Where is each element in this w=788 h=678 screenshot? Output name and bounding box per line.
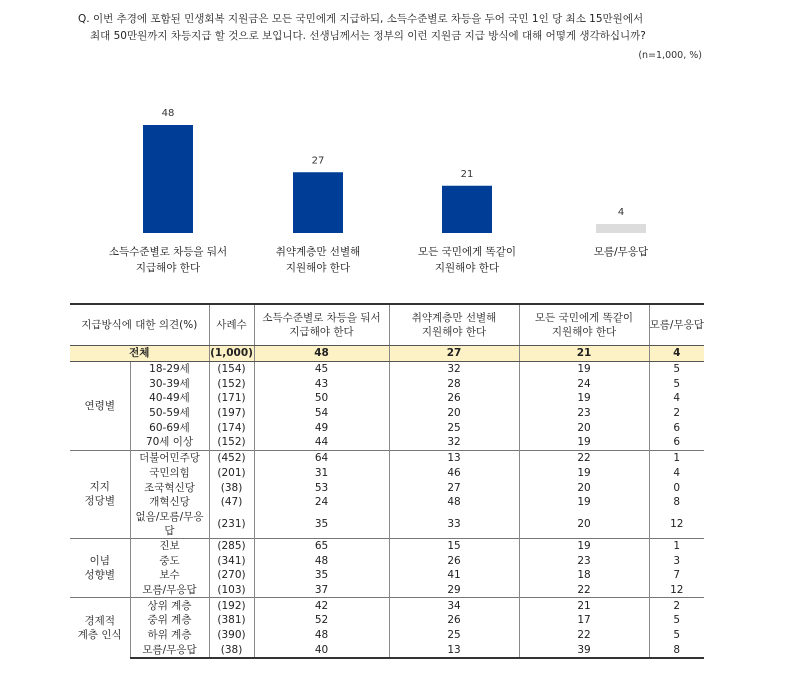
- total-value-3: 21: [519, 346, 649, 362]
- row-value-2: 26: [389, 553, 519, 568]
- header-col-1-line-1: 소득수준별로 차등을 둬서: [262, 312, 381, 324]
- group-label: [70, 538, 130, 598]
- row-value-4: 2: [649, 598, 704, 613]
- group-label: [70, 361, 130, 450]
- row-label: 모름/무응답: [130, 583, 209, 598]
- row-value-2: 48: [389, 495, 519, 510]
- total-value-4: 4: [649, 346, 704, 362]
- table-row: [70, 435, 704, 450]
- table-row: [70, 642, 704, 658]
- group-label-line: 지지: [89, 481, 110, 494]
- category-label: 소득수준별로 차등을 둬서: [108, 246, 228, 258]
- row-label: 중위 계층: [130, 613, 209, 628]
- bar: [442, 186, 492, 233]
- row-value-3: 19: [519, 466, 649, 481]
- row-value-2: 41: [389, 568, 519, 583]
- row-label: 중도: [130, 553, 209, 568]
- table-row: [70, 391, 704, 406]
- row-value-3: 19: [519, 435, 649, 450]
- row-sample-size: (270): [209, 568, 254, 583]
- row-value-3: 22: [519, 450, 649, 465]
- row-value-4: 5: [649, 628, 704, 643]
- row-value-2: 29: [389, 583, 519, 598]
- bar-value-label: 48: [161, 108, 175, 119]
- row-value-2: 13: [389, 642, 519, 658]
- row-value-2: 32: [389, 435, 519, 450]
- bar: [293, 172, 343, 233]
- row-value-1: 24: [254, 495, 389, 510]
- row-value-1: 42: [254, 598, 389, 613]
- row-sample-size: (171): [209, 391, 254, 406]
- group-label-line: 계층 인식: [77, 629, 122, 642]
- row-value-2: 46: [389, 466, 519, 481]
- table-row: [70, 361, 704, 376]
- row-value-2: 32: [389, 361, 519, 376]
- response-bar-chart: [0, 0, 788, 290]
- table-row: [70, 466, 704, 481]
- row-value-4: 4: [649, 391, 704, 406]
- row-label: 조국혁신당: [130, 480, 209, 495]
- row-value-1: 37: [254, 583, 389, 598]
- row-value-2: 15: [389, 538, 519, 553]
- row-value-1: 54: [254, 406, 389, 421]
- header-col-2-line-1: 취약계층만 선별해: [411, 312, 497, 324]
- header-col-4: 모름/무응답: [649, 304, 704, 346]
- row-value-2: 26: [389, 613, 519, 628]
- row-sample-size: (154): [209, 361, 254, 376]
- row-sample-size: (152): [209, 435, 254, 450]
- row-value-3: 20: [519, 420, 649, 435]
- row-value-4: 5: [649, 376, 704, 391]
- table-row-total: [70, 346, 704, 362]
- row-sample-size: (103): [209, 583, 254, 598]
- bar-value-label: 21: [460, 168, 474, 180]
- row-value-2: 20: [389, 406, 519, 421]
- table-row: [70, 450, 704, 465]
- row-value-1: 40: [254, 642, 389, 658]
- header-col-1-line-2: 지급해야 한다: [289, 326, 354, 338]
- group-label-line: 정당별: [84, 495, 115, 508]
- row-sample-size: (192): [209, 598, 254, 613]
- row-value-1: 44: [254, 435, 389, 450]
- row-sample-size: (38): [209, 480, 254, 495]
- row-sample-size: (201): [209, 466, 254, 481]
- row-label: 국민의힘: [130, 466, 209, 481]
- row-value-2: 26: [389, 391, 519, 406]
- row-value-1: 53: [254, 480, 389, 495]
- total-value-2: 27: [389, 346, 519, 362]
- bar-value-label: 4: [617, 207, 625, 218]
- row-sample-size: (174): [209, 420, 254, 435]
- group-label-line: 연령별: [84, 399, 115, 412]
- row-value-2: 28: [389, 376, 519, 391]
- row-value-3: 22: [519, 583, 649, 598]
- row-value-3: 39: [519, 642, 649, 658]
- header-sample-size: 사례수: [209, 304, 254, 346]
- table-row: [70, 406, 704, 421]
- row-value-2: 13: [389, 450, 519, 465]
- sample-size-unit: (n=1,000, %): [638, 50, 702, 61]
- row-value-1: 48: [254, 628, 389, 643]
- table-row: [70, 376, 704, 391]
- row-label: 18-29세: [130, 361, 209, 376]
- row-sample-size: (452): [209, 450, 254, 465]
- row-label: 하위 계층: [130, 628, 209, 643]
- question-line-2: 최대 50만원까지 차등지급 할 것으로 보입니다. 선생님께서는 정부의 이런 지원금 지급 방식에 대해 어떻게 생각하십니까?: [90, 30, 646, 42]
- row-value-1: 35: [254, 510, 389, 539]
- table-row: [70, 538, 704, 553]
- table-row: [70, 568, 704, 583]
- row-value-4: 6: [649, 420, 704, 435]
- row-label: 개혁신당: [130, 495, 209, 510]
- category-label: 지급해야 한다: [135, 262, 201, 274]
- row-value-1: 35: [254, 568, 389, 583]
- table-row: [70, 613, 704, 628]
- row-value-3: 19: [519, 538, 649, 553]
- group-label-line: 경제적: [84, 615, 115, 628]
- category-label: 모름/무응답: [593, 246, 649, 258]
- table-row: [70, 583, 704, 598]
- row-value-4: 8: [649, 495, 704, 510]
- row-value-3: 19: [519, 391, 649, 406]
- row-label: 40-49세: [130, 391, 209, 406]
- header-col-3-line-2: 지원해야 한다: [551, 326, 617, 338]
- row-sample-size: (38): [209, 642, 254, 658]
- row-label: 60-69세: [130, 420, 209, 435]
- row-label: 진보: [130, 538, 209, 553]
- row-value-2: 25: [389, 628, 519, 643]
- row-value-3: 22: [519, 628, 649, 643]
- row-value-4: 12: [649, 583, 704, 598]
- row-value-1: 49: [254, 420, 389, 435]
- header-col-2: [389, 304, 519, 346]
- header-col-2-line-2: 지원해야 한다: [421, 326, 487, 338]
- row-value-3: 24: [519, 376, 649, 391]
- header-opinion: 지급방식에 대한 의견(%): [70, 304, 209, 346]
- bar-value-label: 27: [311, 155, 325, 167]
- row-sample-size: (381): [209, 613, 254, 628]
- header-col-1: [254, 304, 389, 346]
- row-value-1: 48: [254, 553, 389, 568]
- group-label-line: 이념: [89, 554, 110, 567]
- bar: [596, 224, 646, 233]
- header-col-3: [519, 304, 649, 346]
- row-value-3: 23: [519, 406, 649, 421]
- row-value-3: 17: [519, 613, 649, 628]
- row-label: 모름/무응답: [130, 642, 209, 658]
- group-label-line: 성향별: [84, 568, 115, 581]
- table-row: [70, 420, 704, 435]
- table-row: [70, 510, 704, 539]
- row-label: 보수: [130, 568, 209, 583]
- table-row: [70, 480, 704, 495]
- row-value-4: 8: [649, 642, 704, 658]
- row-sample-size: (197): [209, 406, 254, 421]
- row-sample-size: (47): [209, 495, 254, 510]
- row-value-3: 18: [519, 568, 649, 583]
- row-value-1: 65: [254, 538, 389, 553]
- row-value-2: 27: [389, 480, 519, 495]
- row-value-4: 5: [649, 361, 704, 376]
- row-value-2: 33: [389, 510, 519, 539]
- row-value-4: 4: [649, 466, 704, 481]
- crosstab-table: [70, 303, 704, 659]
- total-value-1: 48: [254, 346, 389, 362]
- row-value-3: 23: [519, 553, 649, 568]
- row-value-1: 64: [254, 450, 389, 465]
- table-row: [70, 598, 704, 613]
- row-sample-size: (152): [209, 376, 254, 391]
- question-line-1: Q. 이번 추경에 포함된 민생회복 지원금은 모든 국민에게 지급하되, 소득수준별로 차등을 두어 국민 1인 당 최소 15만원에서: [78, 13, 644, 25]
- total-sample-size: (1,000): [210, 347, 253, 360]
- category-label: 모든 국민에게 똑같이: [418, 246, 516, 258]
- row-value-4: 1: [649, 538, 704, 553]
- row-label: 더불어민주당: [130, 450, 209, 465]
- row-value-3: 20: [519, 480, 649, 495]
- row-label: 70세 이상: [130, 435, 209, 450]
- total-label: 전체: [70, 346, 209, 362]
- row-value-1: 52: [254, 613, 389, 628]
- row-label: 50-59세: [130, 406, 209, 421]
- row-value-4: 2: [649, 406, 704, 421]
- group-label: [70, 598, 130, 658]
- row-sample-size: (231): [209, 510, 254, 539]
- row-value-1: 43: [254, 376, 389, 391]
- bar: [143, 125, 193, 233]
- row-value-1: 45: [254, 361, 389, 376]
- row-value-3: 21: [519, 598, 649, 613]
- table-row: [70, 495, 704, 510]
- row-value-4: 3: [649, 553, 704, 568]
- row-value-3: 19: [519, 361, 649, 376]
- row-label: 없음/모름/무응답: [130, 510, 209, 539]
- row-value-4: 1: [649, 450, 704, 465]
- category-label: 지원해야 한다: [434, 262, 500, 274]
- row-value-4: 7: [649, 568, 704, 583]
- row-value-4: 12: [649, 510, 704, 539]
- row-value-3: 20: [519, 510, 649, 539]
- table-row: [70, 553, 704, 568]
- table-header-row: [70, 304, 704, 346]
- group-label: [70, 450, 130, 538]
- row-value-3: 19: [519, 495, 649, 510]
- row-sample-size: (285): [209, 538, 254, 553]
- row-value-2: 25: [389, 420, 519, 435]
- row-value-1: 50: [254, 391, 389, 406]
- row-value-2: 34: [389, 598, 519, 613]
- row-value-4: 5: [649, 613, 704, 628]
- row-label: 30-39세: [130, 376, 209, 391]
- row-value-4: 6: [649, 435, 704, 450]
- row-sample-size: (341): [209, 553, 254, 568]
- row-value-1: 31: [254, 466, 389, 481]
- category-label: 지원해야 한다: [285, 262, 351, 274]
- row-label: 상위 계층: [130, 598, 209, 613]
- table-row: [70, 628, 704, 643]
- category-label: 취약계층만 선별해: [275, 246, 361, 258]
- row-sample-size: (390): [209, 628, 254, 643]
- row-value-4: 0: [649, 480, 704, 495]
- header-col-3-line-1: 모든 국민에게 똑같이: [535, 312, 633, 324]
